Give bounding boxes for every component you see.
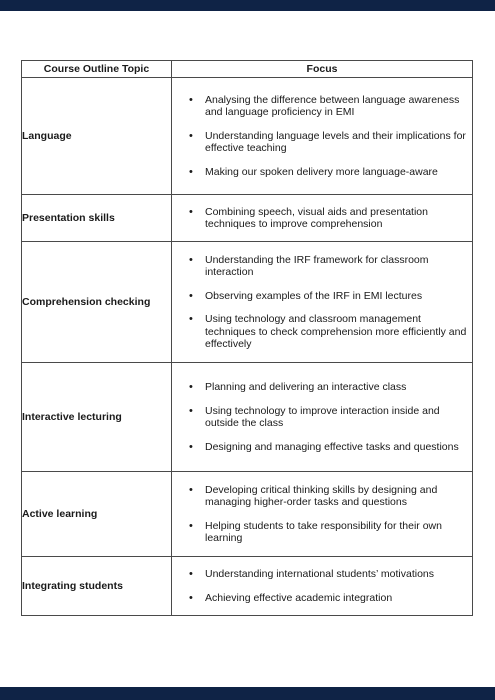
focus-cell xyxy=(172,195,473,242)
focus-item: • Making our spoken delivery more language-aware xyxy=(172,166,472,179)
focus-cell xyxy=(172,363,473,472)
table-row xyxy=(22,472,473,557)
focus-item: • Analysing the difference between language awareness and language proficiency in EMI xyxy=(172,94,472,119)
topic-cell: Comprehension checking xyxy=(22,242,172,363)
focus-list xyxy=(172,254,472,351)
focus-item: • Developing critical thinking skills by designing and managing higher-order tasks and questions xyxy=(172,484,472,509)
focus-item: • Understanding international students’ motivations xyxy=(172,568,472,581)
column-header-topic: Course Outline Topic xyxy=(22,61,172,78)
focus-item: • Designing and managing effective tasks and questions xyxy=(172,441,472,454)
focus-cell xyxy=(172,472,473,557)
topic-cell: Integrating students xyxy=(22,557,172,616)
topic-cell: Language xyxy=(22,78,172,195)
focus-cell xyxy=(172,557,473,616)
focus-item: • Helping students to take responsibility for their own learning xyxy=(172,520,472,545)
table-row xyxy=(22,195,473,242)
focus-item: • Planning and delivering an interactive class xyxy=(172,381,472,394)
topic-cell: Interactive lecturing xyxy=(22,363,172,472)
focus-list xyxy=(172,484,472,545)
focus-list xyxy=(172,568,472,604)
table-row xyxy=(22,363,473,472)
focus-item: • Observing examples of the IRF in EMI lectures xyxy=(172,290,472,303)
focus-item: • Achieving effective academic integration xyxy=(172,592,472,605)
table-row xyxy=(22,78,473,195)
focus-item: • Using technology to improve interaction inside and outside the class xyxy=(172,405,472,430)
table-row xyxy=(22,242,473,363)
column-header-focus: Focus xyxy=(172,61,473,78)
table-row xyxy=(22,557,473,616)
focus-list xyxy=(172,206,472,231)
focus-list xyxy=(172,94,472,179)
focus-list xyxy=(172,381,472,453)
topic-cell: Presentation skills xyxy=(22,195,172,242)
focus-cell xyxy=(172,78,473,195)
focus-cell xyxy=(172,242,473,363)
table-header-row xyxy=(22,61,473,78)
focus-item: • Understanding language levels and their implications for effective teaching xyxy=(172,130,472,155)
course-outline-table xyxy=(21,60,473,616)
top-brand-bar xyxy=(0,0,495,11)
focus-item: • Combining speech, visual aids and presentation techniques to improve comprehension xyxy=(172,206,472,231)
focus-item: • Using technology and classroom management techniques to check comprehension more efficiently and effectively xyxy=(172,313,472,351)
bottom-brand-bar xyxy=(0,687,495,700)
topic-cell: Active learning xyxy=(22,472,172,557)
focus-item: • Understanding the IRF framework for classroom interaction xyxy=(172,254,472,279)
